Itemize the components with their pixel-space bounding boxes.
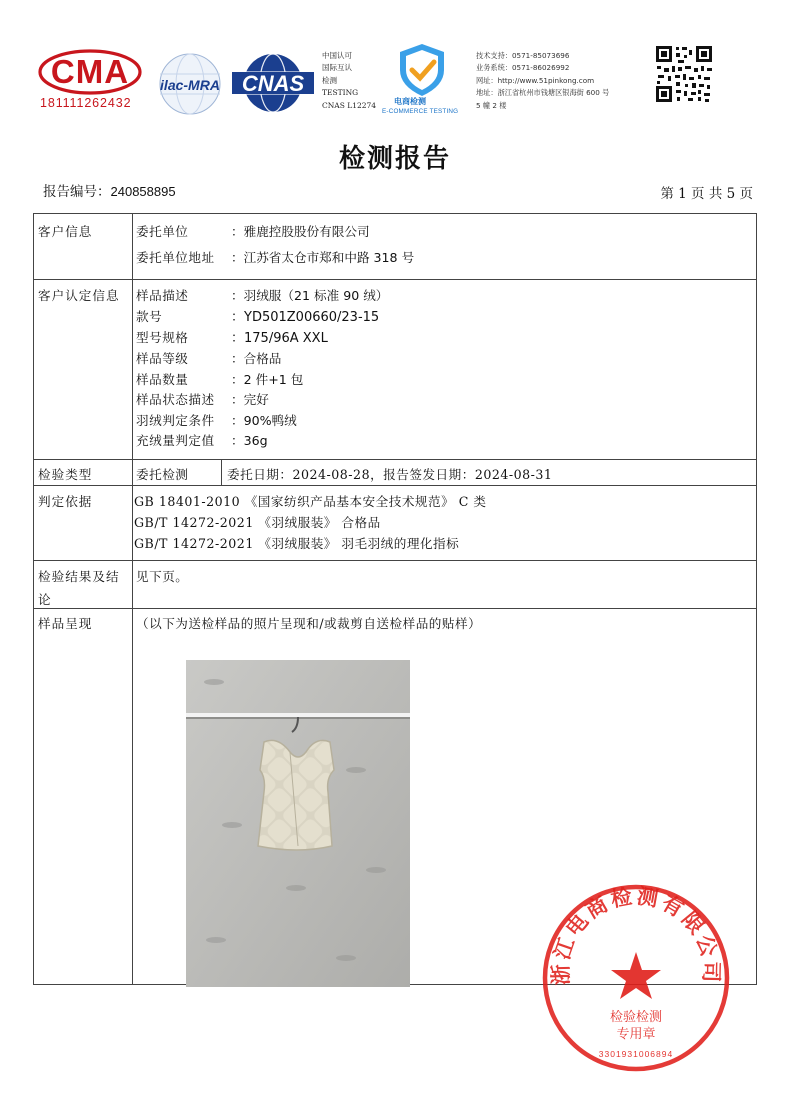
- sample-field-label: 羽绒判定条件: [136, 413, 215, 428]
- client-info-header: 客户信息: [38, 224, 93, 239]
- sample-field-value: ：90%鸭绒: [231, 413, 297, 428]
- sample-field-label: 样品等级: [136, 351, 189, 366]
- client-field-value: ：江苏省太仓市郑和中路 318 号: [231, 250, 415, 265]
- official-seal: [538, 880, 734, 1076]
- report-number: [43, 180, 176, 200]
- sample-field: [136, 369, 304, 388]
- sample-field-label: 样品描述: [136, 288, 189, 303]
- basis-line: [134, 491, 486, 510]
- column-divider: [221, 459, 222, 485]
- sample-field-value: ：羽绒服（21 标准 90 绒）: [231, 288, 389, 303]
- recognition-line: CNAS L12274: [322, 100, 377, 110]
- sample-field: [136, 410, 297, 429]
- sample-field-label: 型号规格: [136, 330, 189, 345]
- basis-line: [134, 533, 459, 552]
- sample-presentation-header: 样品呈现: [38, 616, 93, 631]
- ecommerce-cn: 电商检测: [394, 97, 426, 106]
- report-number-label: 报告编号：: [43, 184, 111, 200]
- basis-header: 判定依据: [38, 494, 93, 509]
- sample-field-label: 款号: [136, 309, 163, 324]
- sample-field-value: ：2 件+1 包: [231, 372, 304, 387]
- contact-block: [476, 50, 609, 112]
- sample-field-label: 充绒量判定值: [136, 433, 215, 448]
- ecommerce-en: E-COMMERCE TESTING: [382, 108, 459, 115]
- inspection-dates: [227, 464, 552, 483]
- inspection-dates-value: 委托日期：2024-08-28，报告签发日期：2024-08-31: [227, 467, 553, 482]
- inspection-type-header: 检验类型: [38, 467, 93, 482]
- sample-field: [136, 285, 389, 304]
- report-table: [33, 213, 757, 985]
- svg-text:CMA: CMA: [50, 53, 130, 90]
- recognition-line: TESTING: [322, 88, 359, 98]
- inspection-type-value: 委托检测: [136, 467, 189, 482]
- cnas-globe-icon: [230, 52, 316, 114]
- client-field: [136, 221, 370, 240]
- sample-field: [136, 389, 269, 408]
- svg-text:浙江电商检测有限公司: 浙江电商检测有限公司: [547, 882, 725, 986]
- row-divider: [34, 560, 756, 561]
- sample-field-label: 样品状态描述: [136, 392, 215, 407]
- sample-field-label: 样品数量: [136, 372, 189, 387]
- row-divider: [34, 459, 756, 460]
- client-field: [136, 247, 415, 266]
- result-header: [38, 566, 120, 608]
- contact-line: 网址：http://www.51pinkong.com: [476, 75, 595, 85]
- client-field-value: ：雅鹿控股股份有限公司: [231, 224, 370, 239]
- cma-logo: [38, 48, 144, 110]
- contact-line: 5 幢 2 楼: [476, 100, 507, 110]
- recognition-text: [322, 50, 376, 112]
- svg-text:专用章: 专用章: [616, 1027, 656, 1042]
- cma-mark-icon: [38, 48, 142, 96]
- sample-field-value: ：合格品: [231, 351, 282, 366]
- result-header-line: 检验结果及结: [38, 569, 120, 584]
- recognition-line: 国际互认: [322, 63, 352, 73]
- report-title: 检测报告: [338, 144, 451, 174]
- qr-code-icon: [654, 44, 714, 104]
- result-text: [136, 566, 188, 585]
- svg-text:检验检测: 检验检测: [609, 1010, 663, 1025]
- ilac-mra-icon: [152, 50, 228, 118]
- sample-field: [136, 306, 380, 325]
- row-divider: [34, 485, 756, 486]
- sample-photo: [186, 660, 410, 987]
- basis-line-text: GB 18401-2010 《国家纺织产品基本安全技术规范》 C 类: [134, 494, 487, 509]
- basis-line-text: GB/T 14272-2021 《羽绒服装》 合格品: [134, 515, 381, 530]
- basis-line-text: GB/T 14272-2021 《羽绒服装》 羽毛羽绒的理化指标: [134, 536, 460, 551]
- sample-field: [136, 348, 282, 367]
- sample-field-value: ：175/96A XXL: [231, 331, 328, 346]
- result-text-value: 见下页。: [136, 569, 189, 584]
- cnas-logo: [230, 52, 316, 114]
- sample-field-value: ：完好: [231, 392, 269, 407]
- page-info: 第 1 页 共 5 页: [660, 186, 753, 202]
- contact-line: 业务系统：0571-86026992: [476, 63, 570, 73]
- row-divider: [34, 279, 756, 280]
- sample-field: [136, 430, 268, 449]
- contact-line: 技术支持：0571-85073696: [476, 51, 570, 60]
- recognition-line: 中国认可: [322, 51, 352, 60]
- svg-text:3301931006894: 3301931006894: [598, 1049, 674, 1059]
- inspection-type: [136, 464, 188, 483]
- sample-field-value: ：YD501Z00660/23-15: [231, 310, 380, 325]
- result-header-line: 论: [38, 592, 52, 607]
- sample-presentation-caption-text: （以下为送检样品的照片呈现和/或裁剪自送检样品的贴样）: [136, 616, 482, 631]
- sample-field: [136, 327, 328, 346]
- client-field-label: 委托单位地址: [136, 250, 215, 265]
- contact-line: 地址：浙江省杭州市钱塘区银海街 600 号: [476, 88, 610, 98]
- column-divider: [132, 214, 133, 984]
- svg-text:CNAS: CNAS: [241, 71, 305, 96]
- recognition-line: 检测: [322, 75, 337, 85]
- ilac-mra-logo: [152, 50, 228, 118]
- sample-info-header: 客户认定信息: [38, 288, 120, 303]
- shield-check-icon: [384, 40, 460, 100]
- sample-field-value: ：36g: [231, 433, 268, 448]
- cma-number: 181111262432: [40, 96, 132, 110]
- row-divider: [34, 608, 756, 609]
- report-number-value: 240858895: [110, 184, 176, 199]
- client-field-label: 委托单位: [136, 224, 189, 239]
- svg-text:ilac-MRA: ilac-MRA: [160, 77, 220, 93]
- sample-presentation-caption: [136, 613, 481, 632]
- seal-stamp-icon: [538, 880, 734, 1076]
- basis-line: [134, 512, 381, 531]
